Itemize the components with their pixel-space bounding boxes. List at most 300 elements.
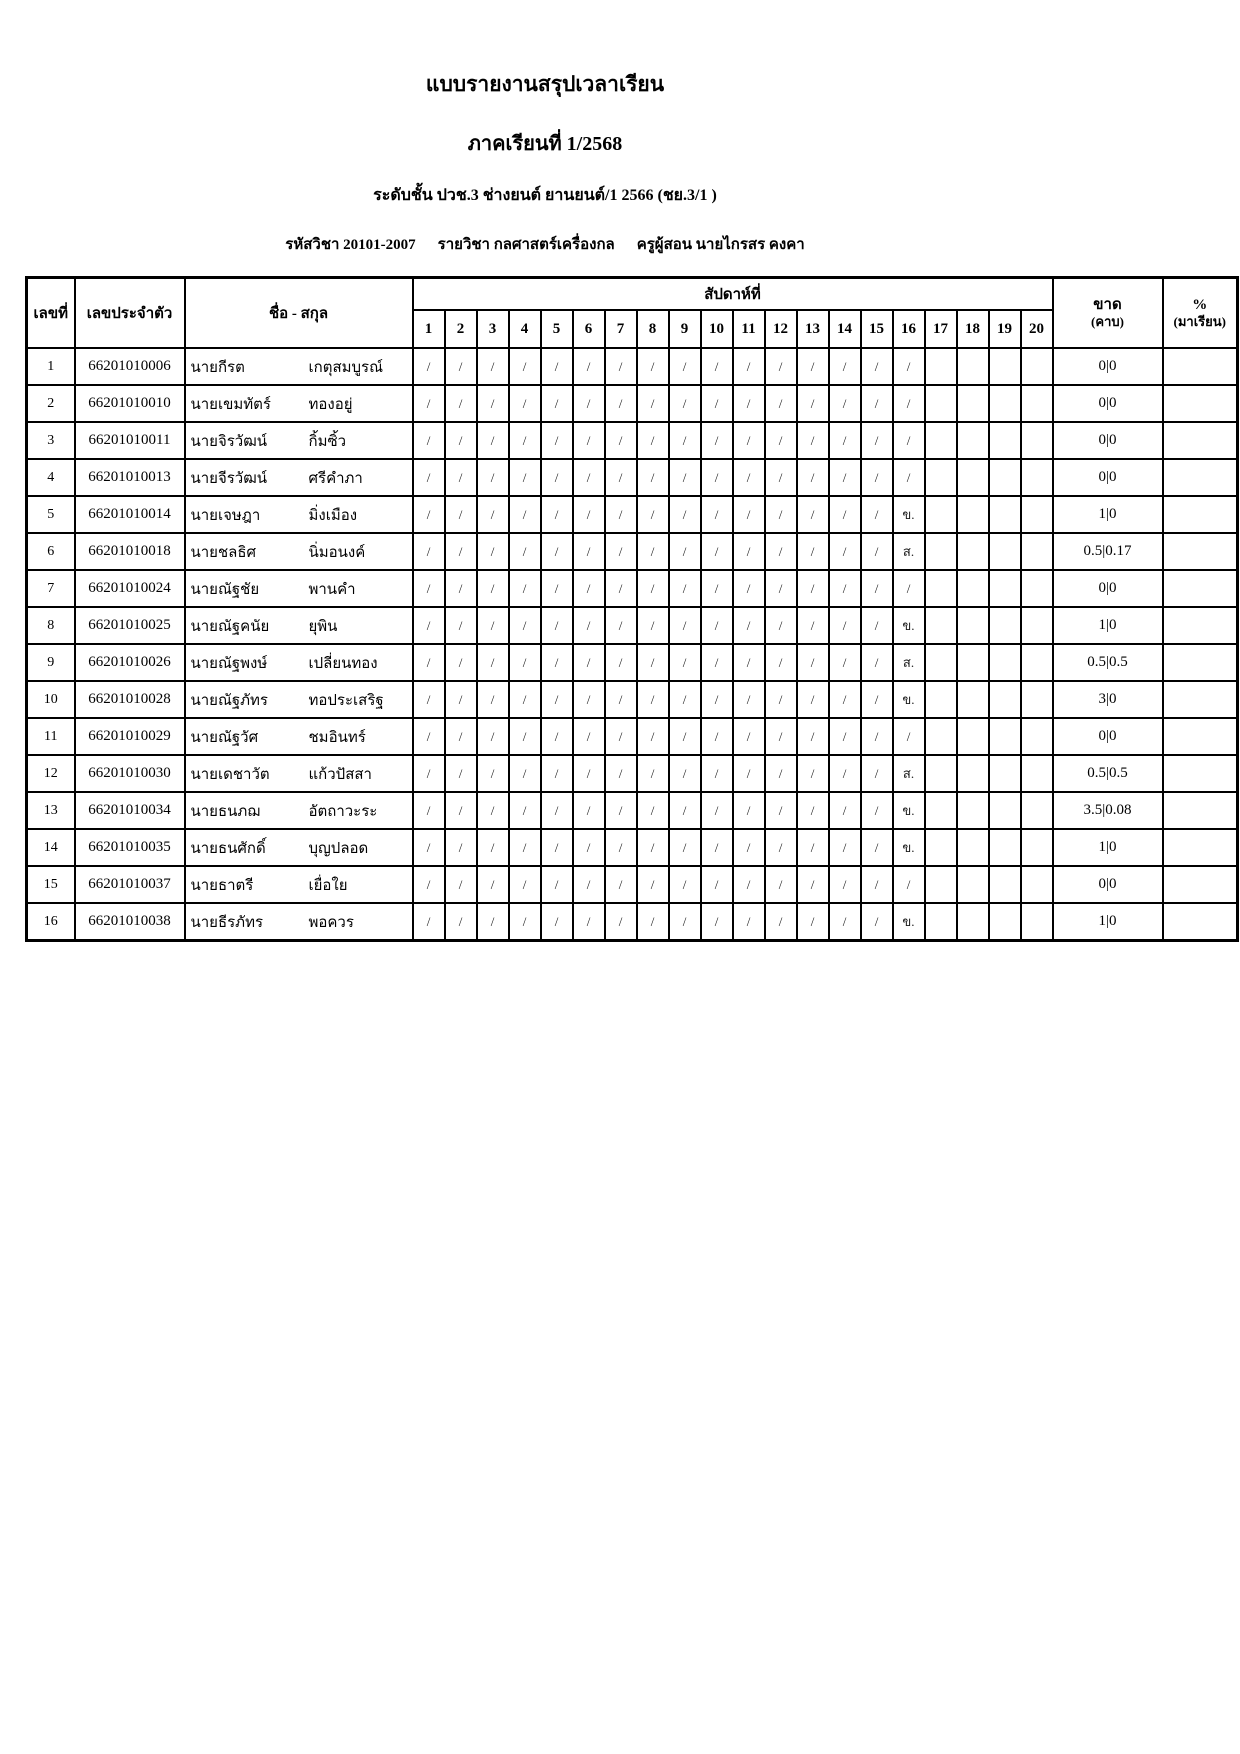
semester-title: ภาคเรียนที่ 1/2568 [467,133,623,155]
attendance-percent-cell [1163,903,1238,941]
col-header-name: ชื่อ - สกุล [185,278,413,349]
week-attendance-mark: / [733,644,765,681]
week-attendance-mark [957,570,989,607]
week-attendance-mark: / [893,718,925,755]
week-attendance-mark: / [637,866,669,903]
week-attendance-mark: / [829,681,861,718]
week-attendance-mark: / [413,903,445,941]
week-attendance-mark: / [669,607,701,644]
week-attendance-mark: / [445,496,477,533]
student-name [185,718,413,755]
week-attendance-mark: / [637,570,669,607]
week-attendance-mark: / [445,459,477,496]
week-attendance-mark [989,459,1021,496]
week-attendance-mark: / [829,644,861,681]
class-level-line: ระดับชั้น ปวช.3 ช่างยนต์ ยานยนต์/1 2566 (ชย.3/1 ) [373,187,717,204]
week-attendance-mark: / [637,459,669,496]
week-attendance-mark: / [573,755,605,792]
student-id: 66201010006 [75,348,185,385]
last-name: อัตถาวะระ [308,803,378,820]
absent-periods-value: 0|0 [1095,430,1121,451]
week-attendance-mark: / [861,718,893,755]
week-attendance-mark: / [733,866,765,903]
week-attendance-mark: / [605,533,637,570]
week-attendance-mark: / [701,644,733,681]
week-attendance-mark: / [733,496,765,533]
week-attendance-mark [1021,385,1053,422]
week-attendance-mark: / [797,607,829,644]
week-attendance-mark [957,385,989,422]
week-attendance-mark: / [829,718,861,755]
week-attendance-mark [1021,533,1053,570]
row-number: 15 [27,866,75,903]
week-attendance-mark: / [829,792,861,829]
week-attendance-mark: / [413,718,445,755]
row-number: 5 [27,496,75,533]
week-attendance-mark: / [861,459,893,496]
week-attendance-mark: / [829,385,861,422]
week-attendance-mark: / [861,644,893,681]
week-number-header: 7 [605,310,637,348]
attendance-percent-cell [1163,681,1238,718]
week-attendance-mark [1021,866,1053,903]
week-number-header: 1 [413,310,445,348]
week-attendance-mark: / [829,422,861,459]
week-attendance-mark: / [509,903,541,941]
week-attendance-mark: / [573,533,605,570]
week-attendance-mark: / [797,348,829,385]
week-attendance-mark: / [605,829,637,866]
week-attendance-mark: / [509,866,541,903]
week-attendance-mark: / [733,792,765,829]
week-attendance-mark: / [669,903,701,941]
week-attendance-mark [925,496,957,533]
week-attendance-mark: / [829,533,861,570]
week-attendance-mark: / [637,755,669,792]
week-attendance-mark: / [413,681,445,718]
row-number: 7 [27,570,75,607]
week-attendance-mark [989,866,1021,903]
week-attendance-mark: / [477,533,509,570]
absent-periods-cell [1053,792,1163,829]
attendance-percent-cell [1163,644,1238,681]
last-name: นิ่มอนงค์ [308,544,366,561]
week-attendance-mark: / [829,459,861,496]
week-number-header: 6 [573,310,605,348]
first-name: นายกีรต [190,359,245,376]
week-attendance-mark [957,792,989,829]
row-number: 4 [27,459,75,496]
week-attendance-mark [1021,903,1053,941]
attendance-percent-cell [1163,422,1238,459]
row-number: 6 [27,533,75,570]
week-attendance-mark: / [541,348,573,385]
student-id: 66201010014 [75,496,185,533]
week-attendance-mark: / [413,866,445,903]
week-attendance-mark: / [669,348,701,385]
week-attendance-mark [925,829,957,866]
week-attendance-mark: / [797,644,829,681]
week-attendance-mark: / [413,496,445,533]
week-attendance-mark [957,607,989,644]
absent-periods-value: 1|0 [1095,837,1121,858]
week-attendance-mark: / [605,459,637,496]
first-name: นายเจษฎา [190,507,261,524]
week-attendance-mark: / [701,718,733,755]
table-row [27,681,1238,718]
week-attendance-mark: / [797,533,829,570]
week-attendance-mark [957,903,989,941]
week-attendance-mark: / [829,755,861,792]
attendance-percent-cell [1163,866,1238,903]
row-number: 13 [27,792,75,829]
absent-label: ขาด [1093,296,1122,313]
week-attendance-mark [1021,422,1053,459]
attendance-percent-cell [1163,792,1238,829]
week-attendance-mark: / [829,570,861,607]
course-code: รหัสวิชา 20101-2007 [285,237,416,253]
week-attendance-mark: / [669,459,701,496]
week-attendance-mark: / [445,866,477,903]
absent-periods-cell [1053,607,1163,644]
week-attendance-mark [925,681,957,718]
week-attendance-mark: / [637,422,669,459]
week-attendance-mark: / [637,681,669,718]
week-attendance-mark: / [893,459,925,496]
col-header-week-group: สัปดาห์ที่ [413,278,1053,311]
week-attendance-mark: / [509,755,541,792]
week-attendance-mark: / [861,496,893,533]
week-attendance-mark: / [733,570,765,607]
student-name [185,533,413,570]
first-name: นายจิรวัฒน์ [190,433,268,450]
student-name [185,348,413,385]
week-attendance-mark: / [637,348,669,385]
week-attendance-mark: / [733,533,765,570]
week-attendance-mark: / [509,792,541,829]
week-attendance-mark: / [541,533,573,570]
week-attendance-mark: / [797,496,829,533]
week-attendance-mark: / [445,348,477,385]
week-attendance-mark: / [445,533,477,570]
week-attendance-mark: / [605,755,637,792]
week-attendance-mark: / [701,496,733,533]
week-attendance-mark: / [445,607,477,644]
week-attendance-mark: / [669,681,701,718]
week-attendance-mark [989,533,1021,570]
week-attendance-mark: / [797,422,829,459]
week-attendance-mark: / [573,496,605,533]
week-attendance-mark: / [477,348,509,385]
week-attendance-mark [925,422,957,459]
week-attendance-mark [957,755,989,792]
week-attendance-mark: / [765,607,797,644]
week-attendance-mark [957,829,989,866]
week-attendance-mark: / [701,866,733,903]
week-attendance-mark: / [701,533,733,570]
week-attendance-mark: / [413,533,445,570]
week-attendance-mark [957,348,989,385]
absent-unit-label: (คาบ) [1091,314,1124,330]
first-name: นายณัฐภัทร [190,692,268,709]
attendance-percent-cell [1163,459,1238,496]
week-attendance-mark: / [413,348,445,385]
col-header-percent [1163,278,1238,349]
first-name: นายณัฐชัย [190,581,260,598]
week-number-header: 4 [509,310,541,348]
week-attendance-mark: / [573,644,605,681]
week-attendance-mark: / [829,607,861,644]
week-attendance-mark: / [477,829,509,866]
week-attendance-mark [925,866,957,903]
week-attendance-mark: / [445,755,477,792]
teacher-name: ครูผู้สอน นายไกรสร คงคา [636,237,805,253]
week-attendance-mark: / [637,644,669,681]
first-name: นายเดชาวัต [190,766,270,783]
absent-periods-value: 1|0 [1095,504,1121,525]
week-attendance-mark: / [701,385,733,422]
week-attendance-mark: / [605,385,637,422]
week-attendance-mark: / [765,681,797,718]
week-attendance-mark: / [509,718,541,755]
week-attendance-mark: / [445,644,477,681]
report-heading [0,0,1090,256]
week-attendance-mark: / [637,533,669,570]
week-attendance-mark: / [669,644,701,681]
attendance-table [25,276,1239,942]
week-attendance-mark: / [701,459,733,496]
student-id: 66201010038 [75,903,185,941]
absent-periods-value: 0|0 [1095,467,1121,488]
table-row [27,385,1238,422]
week-attendance-mark: / [541,829,573,866]
first-name: นายธาตรี [190,877,254,894]
week-attendance-mark: / [477,607,509,644]
week-attendance-mark: / [605,422,637,459]
week-attendance-mark [1021,607,1053,644]
week-attendance-mark: / [541,385,573,422]
week-attendance-mark: / [637,829,669,866]
week-attendance-mark: / [733,903,765,941]
absent-periods-cell [1053,903,1163,941]
student-name [185,792,413,829]
week-attendance-mark: / [701,755,733,792]
week-number-header: 16 [893,310,925,348]
week-attendance-mark [925,607,957,644]
week-attendance-mark [989,496,1021,533]
week-attendance-mark: / [413,385,445,422]
week-number-header: 13 [797,310,829,348]
attendance-percent-cell [1163,496,1238,533]
col-header-number: เลขที่ [27,278,75,349]
week-attendance-mark: / [861,903,893,941]
row-number: 2 [27,385,75,422]
week-attendance-mark: / [861,866,893,903]
attendance-percent-cell [1163,533,1238,570]
week-attendance-mark: / [733,755,765,792]
week-attendance-mark: / [765,459,797,496]
absent-periods-value: 1|0 [1095,911,1121,932]
student-id: 66201010011 [75,422,185,459]
week-attendance-mark [989,903,1021,941]
week-attendance-mark: / [445,570,477,607]
week-attendance-mark: / [477,903,509,941]
course-name: รายวิชา กลศาสตร์เครื่องกล [437,237,615,253]
week-attendance-mark: / [605,570,637,607]
week-attendance-mark: / [765,866,797,903]
week-number-header: 19 [989,310,1021,348]
week-attendance-mark: / [637,903,669,941]
percent-unit-label: (มาเรียน) [1173,314,1226,330]
week-attendance-mark [1021,348,1053,385]
row-number: 12 [27,755,75,792]
week-number-header: 20 [1021,310,1053,348]
week-attendance-mark: / [541,607,573,644]
week-attendance-mark: / [605,644,637,681]
week-attendance-mark: / [733,718,765,755]
week-attendance-mark: / [509,533,541,570]
week-attendance-mark: / [797,829,829,866]
week-attendance-mark: / [669,829,701,866]
absent-periods-value: 3.5|0.08 [1054,800,1162,821]
week-attendance-mark: / [669,496,701,533]
week-attendance-mark: / [605,607,637,644]
student-id: 66201010037 [75,866,185,903]
student-name [185,755,413,792]
week-attendance-mark: / [797,570,829,607]
table-row [27,348,1238,385]
week-attendance-mark: / [445,422,477,459]
week-attendance-mark [989,644,1021,681]
table-row [27,792,1238,829]
week-attendance-mark [1021,829,1053,866]
week-attendance-mark: / [829,903,861,941]
absent-periods-cell [1053,348,1163,385]
student-name [185,829,413,866]
week-attendance-mark: / [477,644,509,681]
week-attendance-mark: / [509,829,541,866]
row-number: 11 [27,718,75,755]
week-attendance-mark: / [733,607,765,644]
week-attendance-mark: / [477,681,509,718]
week-attendance-mark: / [765,792,797,829]
first-name: นายธนศักดิ์ [190,840,266,857]
table-row [27,866,1238,903]
week-attendance-mark: / [573,385,605,422]
week-attendance-mark: / [509,422,541,459]
week-attendance-mark: / [573,792,605,829]
week-attendance-mark: / [413,829,445,866]
week-attendance-mark [989,348,1021,385]
week-attendance-mark [989,607,1021,644]
student-name [185,422,413,459]
week-attendance-mark [957,644,989,681]
week-attendance-mark [989,570,1021,607]
student-id: 66201010026 [75,644,185,681]
absent-periods-cell [1053,866,1163,903]
student-name [185,385,413,422]
week-attendance-mark: / [541,792,573,829]
week-attendance-mark: / [797,866,829,903]
col-header-absent [1053,278,1163,349]
week-attendance-mark: / [765,570,797,607]
week-attendance-mark: / [573,570,605,607]
absent-periods-value: 0.5|0.5 [1083,763,1132,784]
week-attendance-mark: / [797,903,829,941]
week-attendance-mark [1021,570,1053,607]
student-id: 66201010035 [75,829,185,866]
week-attendance-mark [957,681,989,718]
week-attendance-mark: / [541,866,573,903]
week-attendance-mark: / [573,459,605,496]
first-name: นายณัฐพงษ์ [190,655,268,672]
attendance-percent-cell [1163,607,1238,644]
week-attendance-mark: / [733,681,765,718]
week-number-header: 18 [957,310,989,348]
week-attendance-mark: / [765,348,797,385]
week-attendance-mark: / [701,792,733,829]
student-id: 66201010030 [75,755,185,792]
week-attendance-mark: / [573,718,605,755]
week-attendance-mark: / [861,348,893,385]
week-attendance-mark: / [541,903,573,941]
week-number-header: 8 [637,310,669,348]
student-name [185,681,413,718]
table-row [27,459,1238,496]
student-id: 66201010028 [75,681,185,718]
absent-periods-cell [1053,718,1163,755]
week-attendance-mark: / [509,570,541,607]
week-number-header: 5 [541,310,573,348]
week-attendance-mark [1021,681,1053,718]
attendance-percent-cell [1163,570,1238,607]
last-name: พานคำ [308,581,356,598]
absent-periods-value: 0.5|0.17 [1054,541,1162,562]
week-attendance-mark [989,792,1021,829]
week-attendance-mark: / [477,496,509,533]
last-name: ยุพิน [308,618,338,635]
week-attendance-mark: / [637,496,669,533]
last-name: แก้วปัสสา [308,766,372,783]
first-name: นายเขมทัตร์ [190,396,271,413]
week-attendance-mark: / [605,681,637,718]
week-attendance-mark: / [445,681,477,718]
absent-periods-cell [1053,533,1163,570]
week-attendance-mark: / [477,570,509,607]
table-row [27,496,1238,533]
week-attendance-mark: / [733,385,765,422]
absent-periods-value: 0|0 [1095,726,1121,747]
first-name: นายณัฐวัศ [190,729,259,746]
week-attendance-mark: / [445,385,477,422]
student-name [185,903,413,941]
week-attendance-mark: / [765,755,797,792]
week-attendance-mark: / [573,422,605,459]
week-attendance-mark: / [701,681,733,718]
absent-periods-cell [1053,496,1163,533]
week-attendance-mark: / [509,607,541,644]
week-attendance-mark: / [541,644,573,681]
week-attendance-mark [925,644,957,681]
col-header-student-id: เลขประจำตัว [75,278,185,349]
week-attendance-mark [957,866,989,903]
week-attendance-mark: / [669,570,701,607]
week-attendance-mark: / [701,348,733,385]
week-attendance-mark: / [573,607,605,644]
student-name [185,459,413,496]
first-name: นายจีรวัฒน์ [190,470,268,487]
course-line [0,232,1090,256]
